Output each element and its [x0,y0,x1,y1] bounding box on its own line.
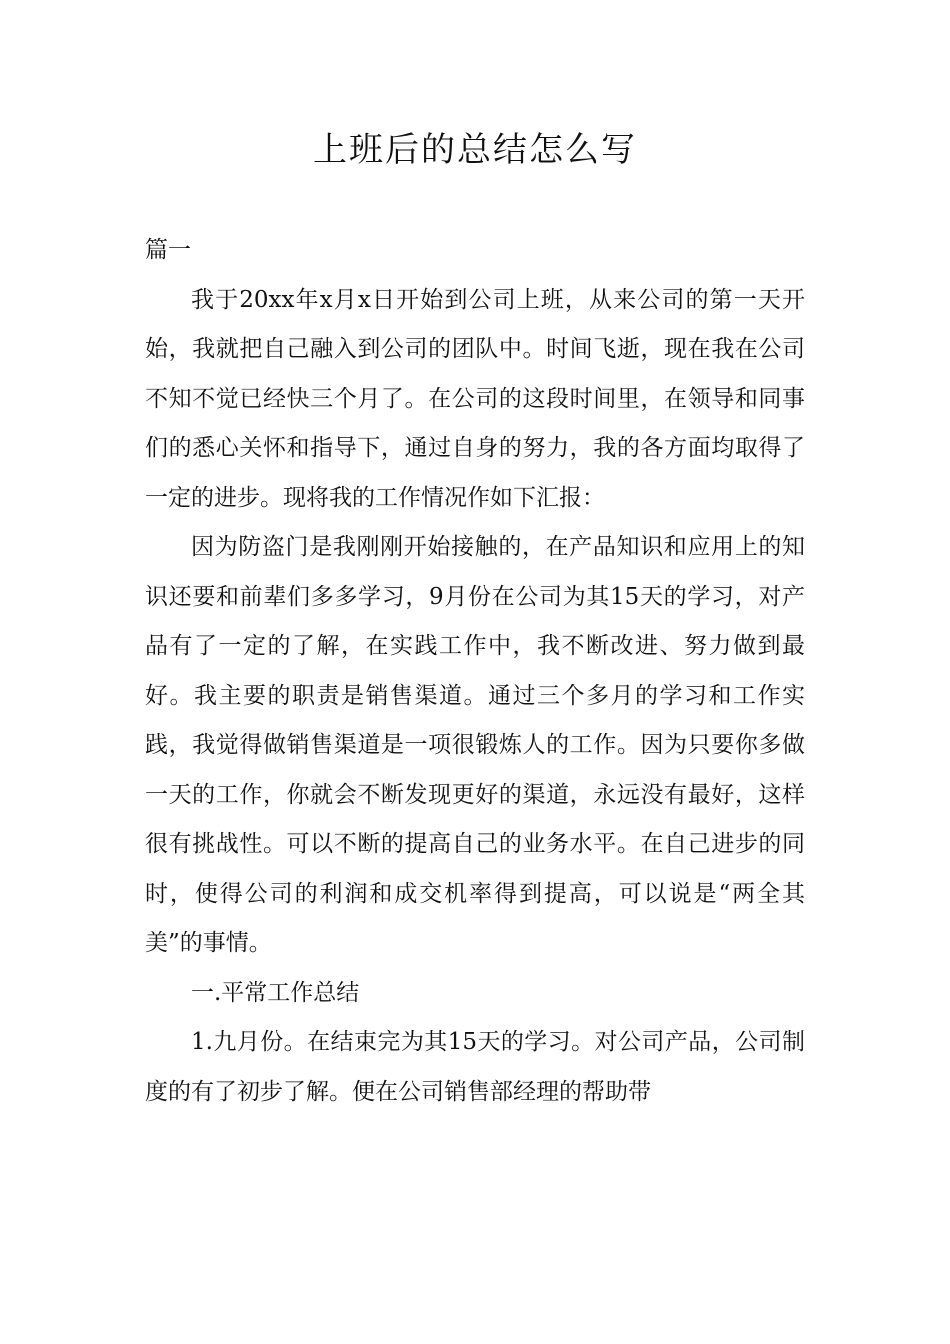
section-label: 篇一 [145,237,191,263]
subheading-routine-work-summary: 一.平常工作总结 [191,979,360,1006]
document-title: 上班后的总结怎么写 [313,130,637,170]
paragraph-september: 1.九月份。在结束完为其15天的学习。对公司产品，公司制度的有了初步了解。便在公司销售部经理的帮助带 [145,1029,805,1105]
document-body [145,226,805,1117]
paragraph-intro: 我于20xx年x月x日开始到公司上班，从来公司的第一天开始，我就把自己融入到公司的团队中。时间飞逝，现在我在公司不知不觉已经快三个月了。在公司的这段时间里，在领导和同事们的悉心关怀和指导下，通过自身的努力，我的各方面均取得了一定的进步。现将我的工作情况作如下汇报： [145,286,805,511]
paragraph-work-experience: 因为防盗门是我刚刚开始接触的，在产品知识和应用上的知识还要和前辈们多多学习，9月份在公司为其15天的学习，对产品有了一定的了解，在实践工作中，我不断改进、努力做到最好。我主要的职责是销售渠道。通过三个多月的学习和工作实践，我觉得做销售渠道是一项很锻炼人的工作。因为只要你多做一天的工作，你就会不断发现更好的渠道，永远没有最好，这样很有挑战性。可以不断的提高自己的业务水平。在自己进步的同时，使得公司的利润和成交机率得到提高，可以说是“两全其美”的事情。 [145,534,805,956]
